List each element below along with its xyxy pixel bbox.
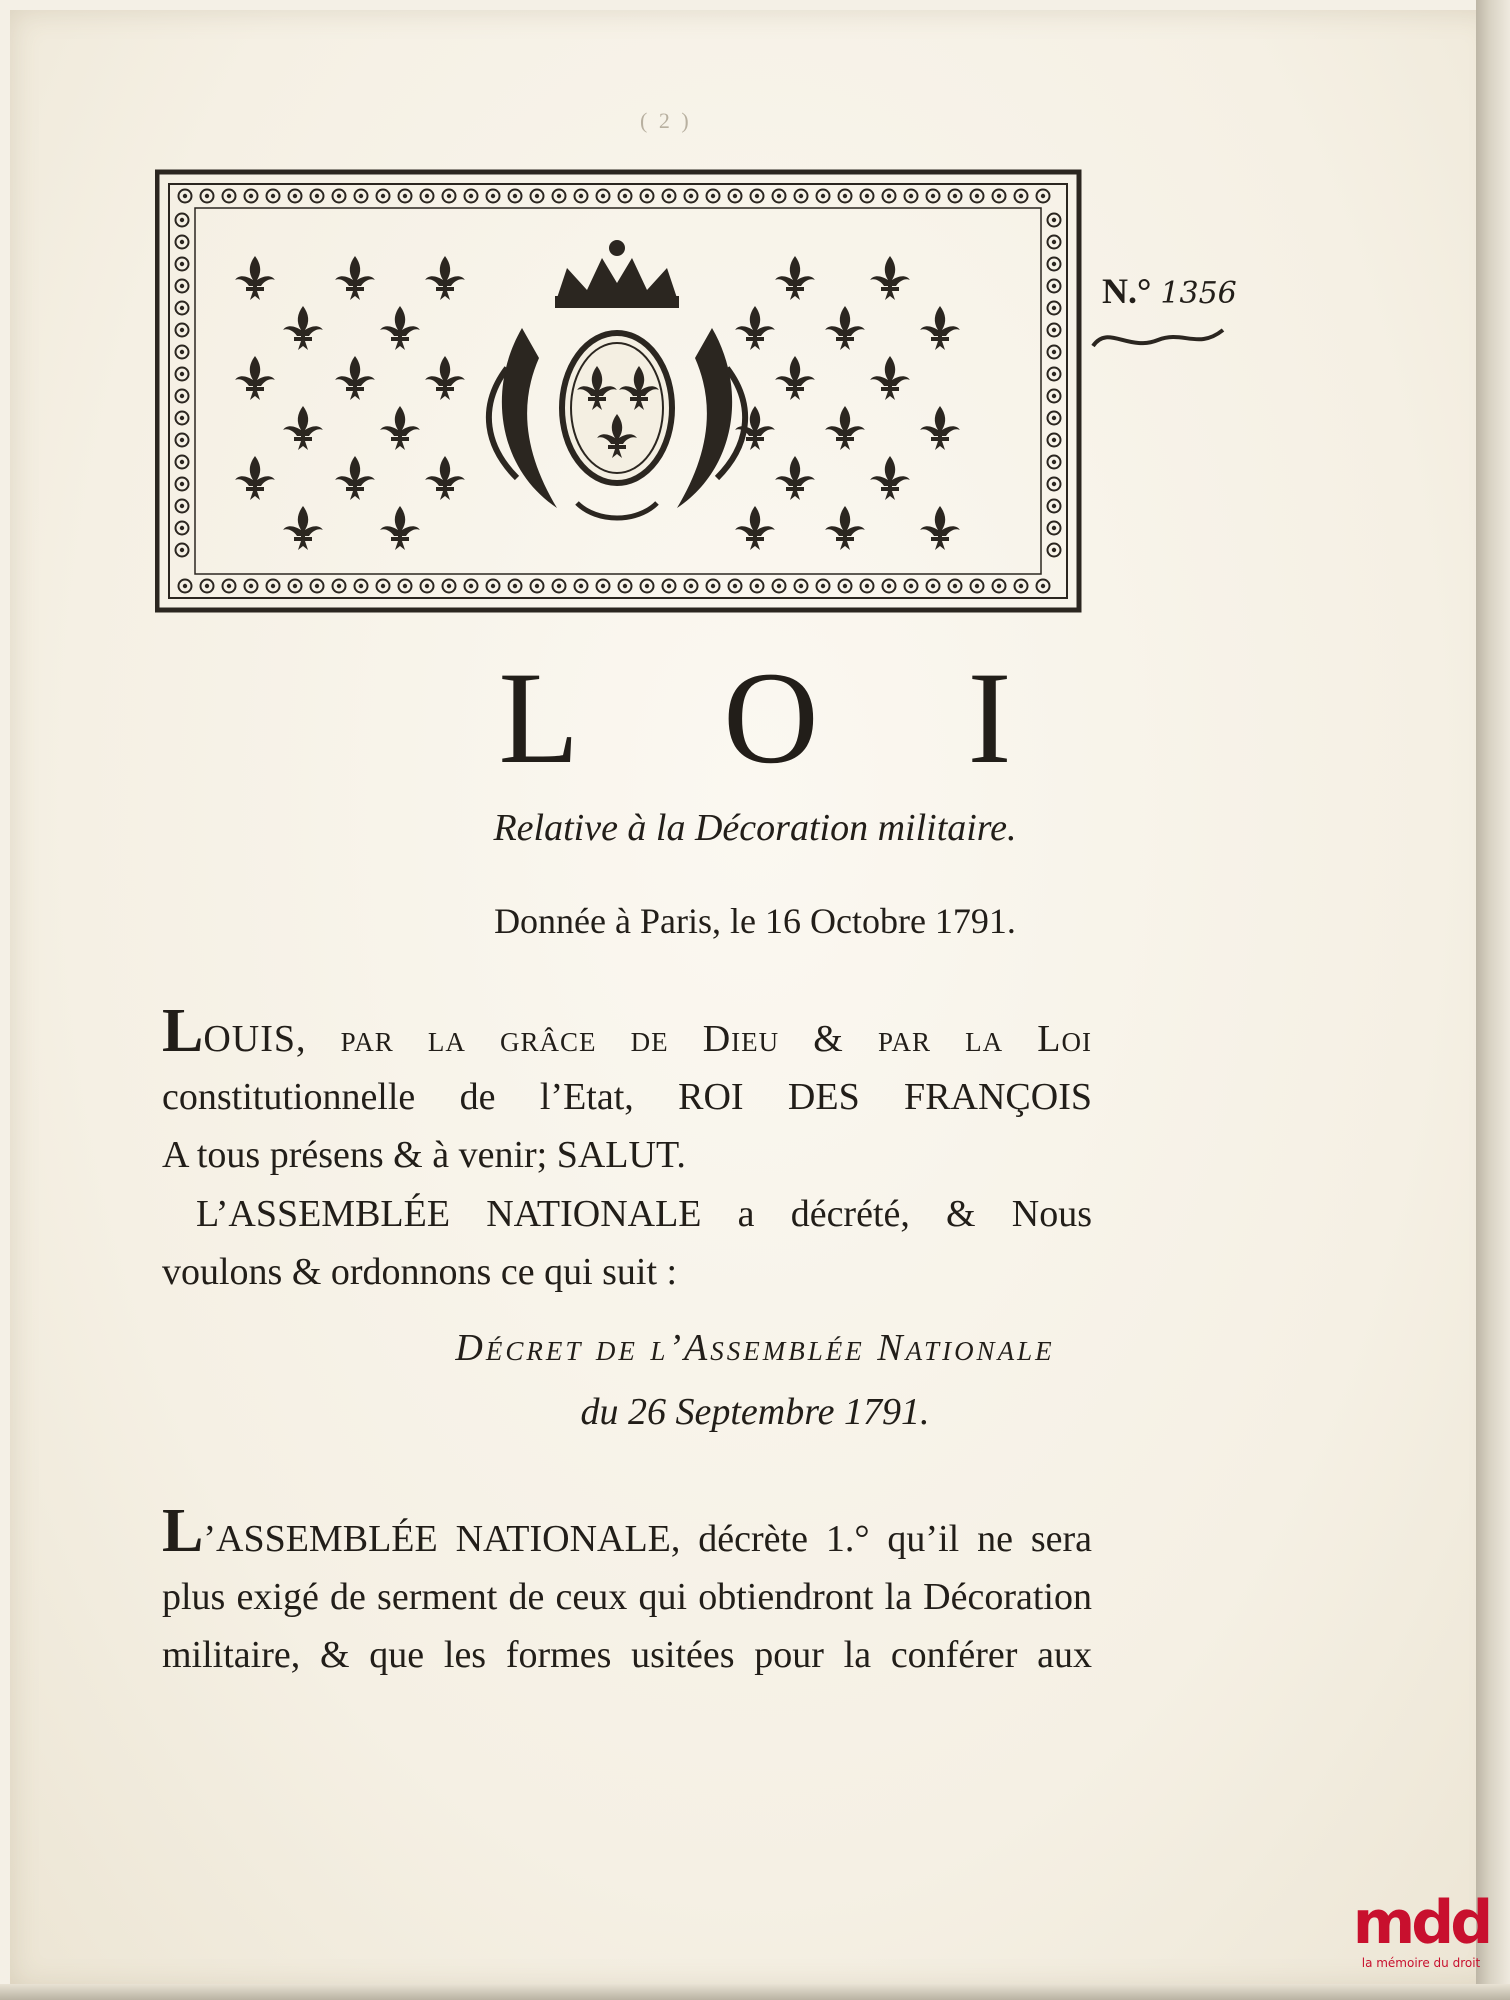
decree-line: plus exigé de serment de ceux qui obtiendront la Décoration	[162, 1576, 1092, 1618]
page-runner: ( 2 )	[640, 108, 692, 133]
logo-tagline: la mémoire du droit	[1361, 1956, 1481, 1970]
assembly-line: voulons & ordonnons ce qui suit :	[162, 1251, 678, 1293]
drop-initial: L	[162, 997, 204, 1065]
decree-paragraph	[162, 1497, 1092, 1684]
dateline: Donnée à Paris, le 16 Octobre 1791.	[494, 901, 1016, 941]
decree-heading: Décret de l’Assemblée Nationale	[455, 1327, 1055, 1369]
decree-line: ’ASSEMBLÉE NATIONALE, décrète 1.° qu’il ne sera	[203, 1518, 1092, 1560]
number-value: 1356	[1160, 276, 1237, 311]
logo-mark: mdd	[1352, 1888, 1490, 1958]
document-number	[1102, 270, 1237, 312]
preamble-line: A tous présens & à venir; SALUT.	[162, 1134, 686, 1176]
preamble-line: constitutionnelle de l’Etat, ROI DES FRANÇOIS	[162, 1076, 1092, 1118]
number-prefix: N.°	[1102, 271, 1152, 311]
fleur-de-lis-header-ornament	[155, 168, 1083, 614]
drop-initial: L	[162, 1497, 204, 1565]
page-edge-bottom	[0, 1984, 1510, 2000]
page-title: L O I	[498, 644, 1070, 791]
page-edge-right	[1476, 0, 1510, 2000]
decree-date: du 26 Septembre 1791.	[580, 1391, 930, 1433]
assembly-line: L’ASSEMBLÉE NATIONALE a décrété, & Nous	[196, 1193, 1092, 1235]
mdd-logo	[1346, 1890, 1496, 1980]
swash-ornament	[1088, 318, 1228, 358]
preamble-line: OUIS, par la grâce de Dieu & par la Loi	[203, 1018, 1092, 1060]
subtitle: Relative à la Décoration militaire.	[493, 807, 1017, 849]
assembly-paragraph	[162, 1185, 1092, 1301]
preamble-paragraph	[162, 997, 1092, 1184]
decree-line: militaire, & que les formes usitées pour la conférer aux	[162, 1634, 1092, 1676]
